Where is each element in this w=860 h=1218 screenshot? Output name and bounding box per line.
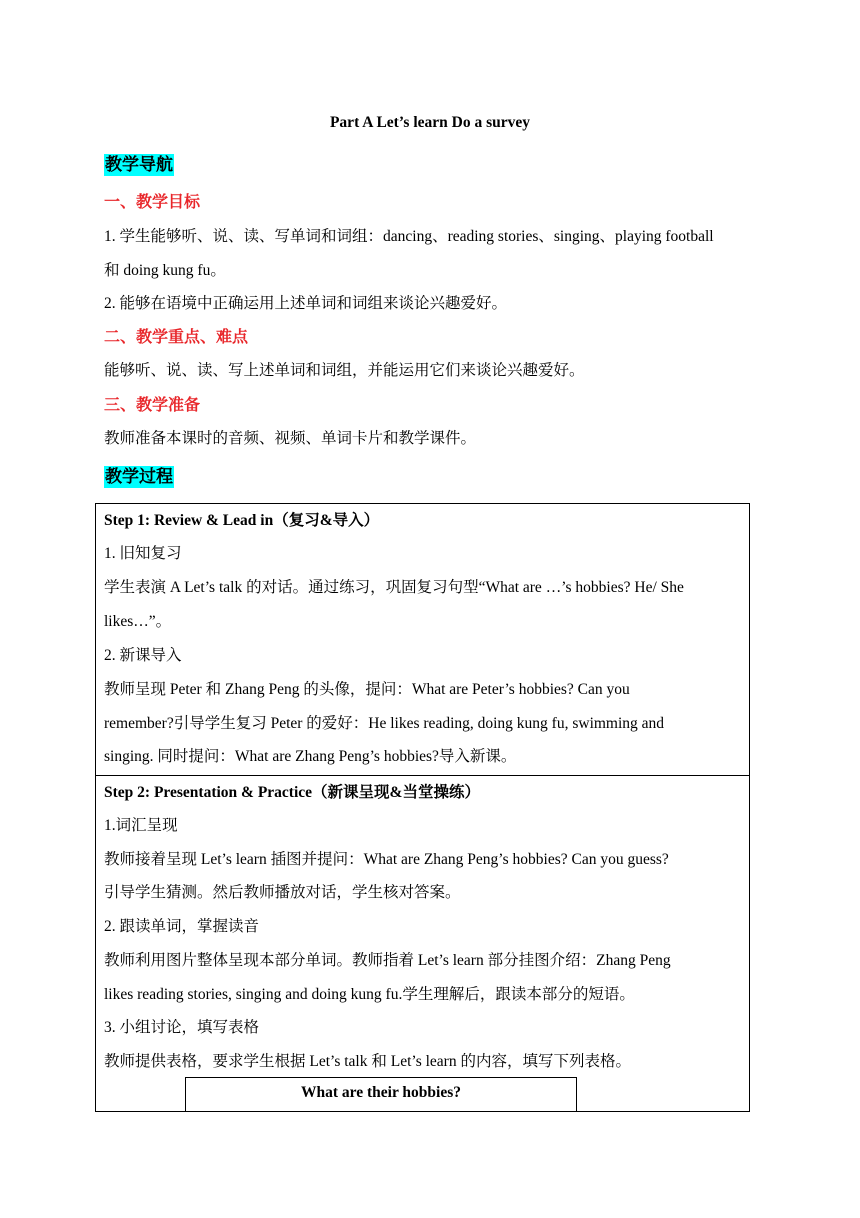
step1-p1b: likes…”。 (104, 613, 172, 630)
step2-p1b: 引导学生猜测。然后教师播放对话，学生核对答案。 (104, 884, 461, 901)
step2-title: Step 2: Presentation & Practice（新课呈现&当堂操练） (104, 784, 480, 801)
page-title: Part A Let’s learn Do a survey (329, 114, 531, 131)
step2-sub1: 1.词汇呈现 (104, 817, 178, 834)
step1-sub2: 2. 新课导入 (104, 647, 182, 664)
objectives-heading: 一、教学目标 (104, 192, 201, 211)
objectives-line-2: 和 doing kung fu。 (104, 262, 226, 279)
nav-heading: 教学导航 (105, 155, 173, 175)
step2-p2a: 教师利用图片整体呈现本部分单词。教师指着 Let’s learn 部分挂图介绍：Zhang Peng (104, 952, 671, 969)
step2-cell (95, 775, 750, 1112)
nav-heading-wrap (104, 150, 174, 175)
process-heading: 教学过程 (105, 467, 173, 487)
step1-p2a: 教师呈现 Peter 和 Zhang Peng 的头像，提问：What are Peter’s hobbies? Can you (104, 681, 630, 698)
step2-p2b: likes reading stories, singing and doing kung fu.学生理解后，跟读本部分的短语。 (104, 986, 635, 1003)
step1-p2b: remember?引导学生复习 Peter 的爱好：He likes reading, doing kung fu, swimming and (104, 715, 665, 732)
key-points-heading: 二、教学重点、难点 (104, 327, 249, 346)
step1-title: Step 1: Review & Lead in（复习&导入） (104, 512, 380, 529)
step2-p1a: 教师接着呈现 Let’s learn 插图并提问：What are Zhang Peng’s hobbies? Can you guess? (104, 851, 669, 868)
step1-p1a: 学生表演 A Let’s talk 的对话。通过练习，巩固复习句型“What are …’s hobbies? He/ She (104, 579, 684, 596)
preparation-heading: 三、教学准备 (104, 395, 201, 414)
step2-sub2: 2. 跟读单词，掌握读音 (104, 918, 260, 935)
process-heading-wrap (104, 462, 174, 487)
step1-sub1: 1. 旧知复习 (104, 545, 182, 562)
preparation-line: 教师准备本课时的音频、视频、单词卡片和教学课件。 (104, 430, 477, 447)
step2-sub3: 3. 小组讨论，填写表格 (104, 1019, 260, 1036)
step2-p3a: 教师提供表格，要求学生根据 Let’s talk 和 Let’s learn 的内容，填写下列表格。 (104, 1053, 631, 1070)
step1-p2c: singing. 同时提问：What are Zhang Peng’s hobbies?导入新课。 (104, 748, 517, 765)
objectives-line-1: 1. 学生能够听、说、读、写单词和词组：dancing、reading stories、singing、playing football (104, 228, 714, 245)
key-points-line: 能够听、说、读、写上述单词和词组，并能运用它们来谈论兴趣爱好。 (104, 362, 585, 379)
step1-cell (95, 503, 750, 776)
hobbies-table-header: What are their hobbies? (185, 1077, 577, 1111)
objectives-line-3: 2. 能够在语境中正确运用上述单词和词组来谈论兴趣爱好。 (104, 295, 508, 312)
